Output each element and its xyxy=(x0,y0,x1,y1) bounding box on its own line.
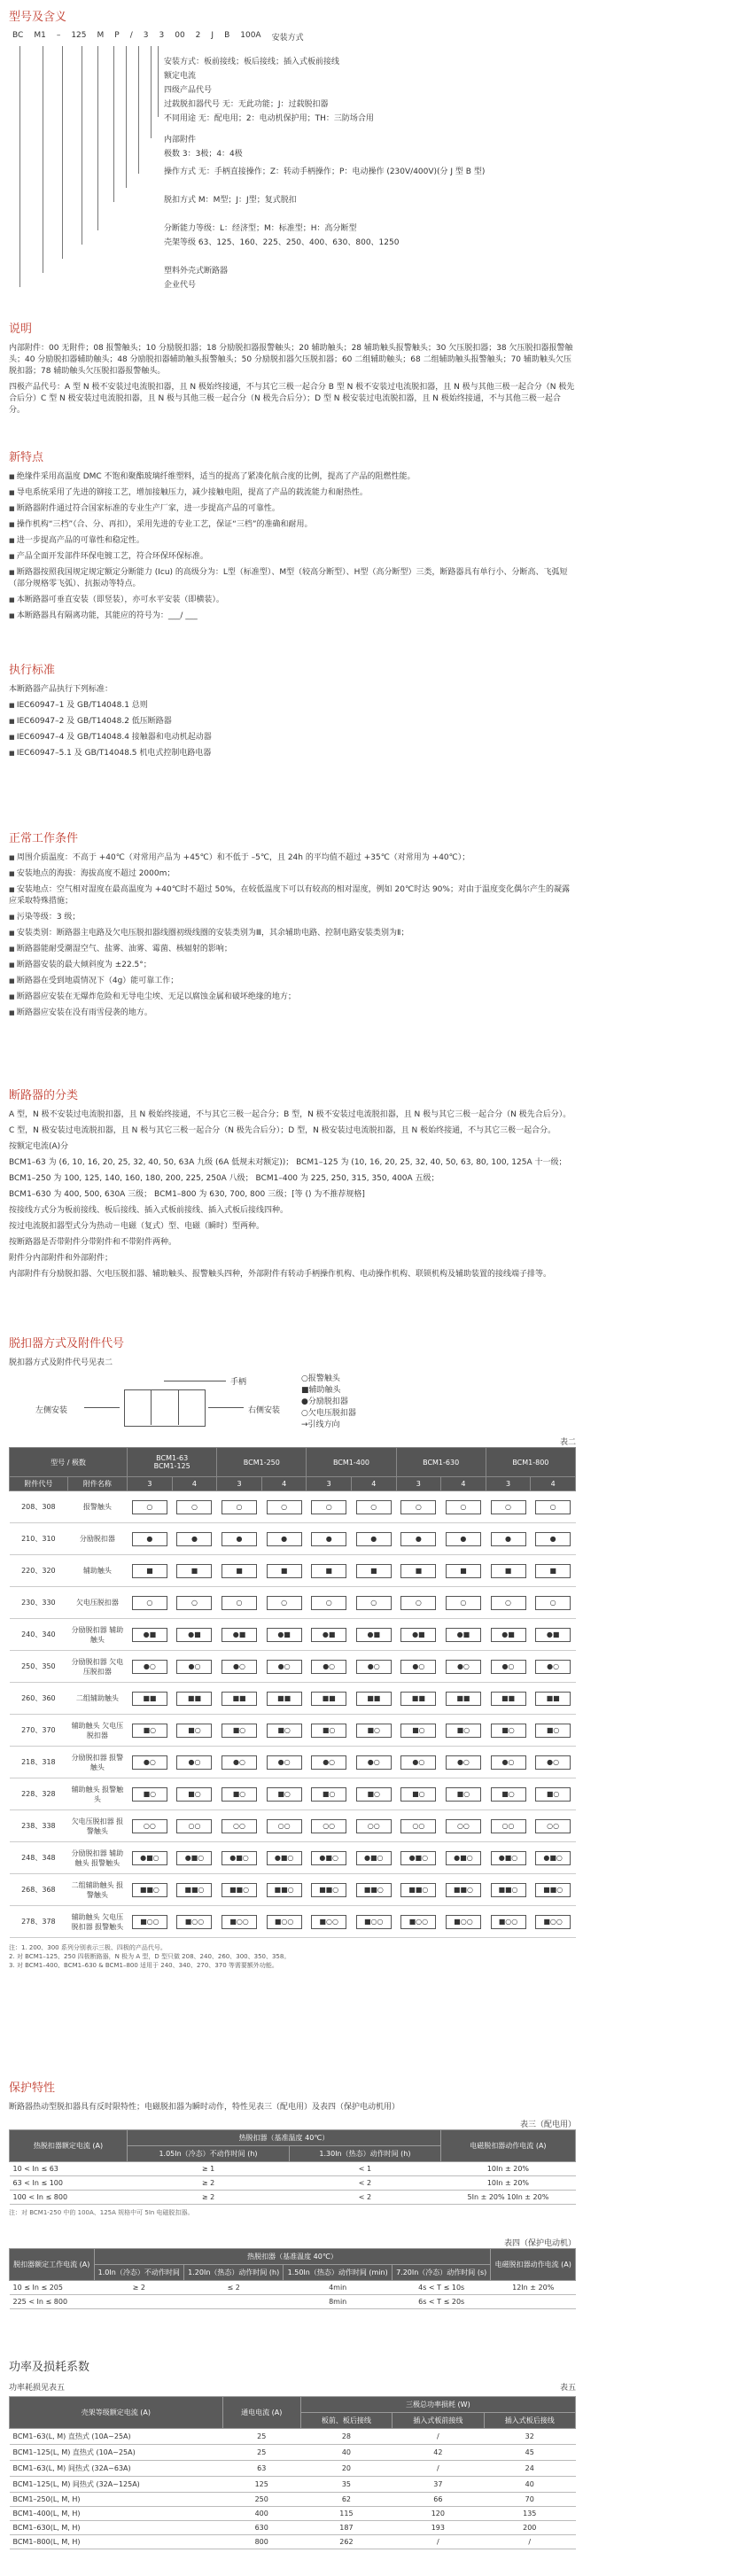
list-item: ■ IEC60947–1 及 GB/T14048.1 总则 xyxy=(9,700,576,712)
accessory-symbol: ■ xyxy=(356,1564,392,1578)
accessory-symbol: ■○ xyxy=(311,1787,346,1802)
accessory-symbol: ●■○ xyxy=(491,1851,526,1865)
accessory-symbol: ■○○ xyxy=(400,1915,436,1929)
accessory-symbol: ■○○ xyxy=(311,1915,346,1929)
standard-title: 执行标准 xyxy=(9,664,56,677)
table-row: 230、330 欠电压脱扣器 ○ ○ ○ ○ ○ ○ ○ ○ ○ ○ xyxy=(10,1587,576,1619)
table-row: 220、320 辅助触头 ■ ■ ■ ■ ■ ■ ■ ■ ■ ■ xyxy=(10,1555,576,1587)
accessory-symbol: ■○ xyxy=(400,1724,436,1738)
accessory-symbol: ○ xyxy=(222,1596,257,1610)
accessory-symbol: ■○○ xyxy=(267,1915,302,1929)
accessory-symbol: ■○○ xyxy=(491,1915,526,1929)
power-table: 壳架等级额定电流 (A) 通电电流 (A) 三极总功率损耗 (W) 板前、板后接线 插入式板前接线 插入式板后接线 BCM1–63(L, M) 直热式 (10A~25A) 25 28 / 32 BCM1–125(L, M) 直热式 (10A~25A) 25 40 42 45 BCM1–63(L, M) 间热式 (32A~63A) 63 20 / 24 BCM1–125(L, M) 间热式 (32A~125A) 125 35 37 40 BCM1–250(L, M, H) 250 62 66 70 BCM1–400(L, M, H) 400 115 120 135 BCM1–630(L, M, H) 630 187 193 200 BCM1–800(L, M, H) 800 262 / / xyxy=(9,2396,576,2549)
accessory-symbol: ●○ xyxy=(400,1755,436,1770)
accessory-symbol: ○ xyxy=(132,1596,167,1610)
table-row: 228、328 辅助触头 报警触头 ■○ ■○ ■○ ■○ ■○ ■○ ■○ ■○ ■○ ■○ xyxy=(10,1778,576,1810)
accessory-symbol: ● xyxy=(132,1532,167,1546)
explain-title: 说明 xyxy=(9,323,33,336)
conditions-section xyxy=(9,829,576,1023)
accessory-symbol: ●○ xyxy=(267,1755,302,1770)
accessory-symbol: ●■○ xyxy=(176,1851,212,1865)
accessory-symbol: ■○ xyxy=(400,1787,436,1802)
list-item: ■ 安装地点：空气相对湿度在最高温度为 +40℃时不超过 50%，在较低温度下可以有较高的相对湿度，例如 20℃时达 90%；对由于温度变化偶尔产生的凝露应采取特殊措施； xyxy=(9,884,576,907)
accessory-symbol: ○ xyxy=(176,1500,212,1514)
accessory-symbol: ■ xyxy=(132,1564,167,1578)
conditions-title: 正常工作条件 xyxy=(9,832,79,845)
accessory-symbol: ○○ xyxy=(132,1819,167,1833)
list-item: ■ IEC60947–2 及 GB/T14048.2 低压断路器 xyxy=(9,716,576,728)
table-row: BCM1–63(L, M) 直热式 (10A~25A) 25 28 / 32 xyxy=(10,2429,576,2445)
accessory-symbol: ■○ xyxy=(176,1724,212,1738)
accessory-symbol: ●○ xyxy=(132,1660,167,1674)
accessory-symbol: ■■○ xyxy=(311,1883,346,1897)
list-item: ■ 产品全面开发部件环保电镀工艺，符合环保环保标准。 xyxy=(9,551,576,563)
table-row: BCM1–125(L, M) 间热式 (32A~125A) 125 35 37 40 xyxy=(10,2477,576,2493)
accessory-symbol: ●■ xyxy=(491,1628,526,1642)
accessory-symbol: ●○ xyxy=(491,1660,526,1674)
accessory-symbol: ■■ xyxy=(132,1692,167,1706)
accessory-symbol: ■■○ xyxy=(446,1883,481,1897)
accessory-symbol: ■○ xyxy=(491,1787,526,1802)
table-row: BCM1–400(L, M, H) 400 115 120 135 xyxy=(10,2507,576,2521)
table-row: 10 ≤ In ≤ 205 ≥ 2 ≤ 2 4min 4s < T ≤ 10s 12In ± 20% xyxy=(10,2281,576,2295)
accessory-symbol: ●○ xyxy=(222,1660,257,1674)
list-item: ■ 操作机构“三档”（合、分、再扣），采用先进的专业工艺，保证“三档”的准确和耐用。 xyxy=(9,519,576,531)
list-item: ■ 污染等级：3 级； xyxy=(9,912,576,923)
accessory-symbol: ●○ xyxy=(356,1660,392,1674)
accessory-symbol: ●○ xyxy=(446,1660,481,1674)
model-code: BC M1 – 125 M P / 3 3 00 2 J B 100A 安装方式 xyxy=(12,31,304,43)
accessory-symbol: ■○ xyxy=(535,1724,571,1738)
protection-table-3: 热脱扣器额定电流 (A) 热脱扣器（基准温度 40℃） 电磁脱扣器动作电流 (A) 1.05In（冷态）不动作时间 (h) 1.30In（热态）动作时间 (h) 10 < In ≤ 63 ≥ 1 < 1 10In ± 20% 63 < In ≤ 100 ≥ 2 < 2 10In ± 20% 100 < In ≤ 800 ≥ 2 < 2 5In ± 20% 10In ± 20% xyxy=(9,2129,576,2205)
accessory-symbol: ○ xyxy=(176,1596,212,1610)
list-item: ■ 断路器按照我国规定规定额定分断能力 (Icu) 的高级分为：L型（标准型）、M型（较高分断型）、H型（高分断型）三类，断路器具有单行小、分断高、飞弧短（部分规格零飞弧）、抗振动等特点。 xyxy=(9,567,576,590)
table-row: 225 < In ≤ 800 8min 6s < T ≤ 20s xyxy=(10,2295,576,2309)
accessory-symbol: ■■○ xyxy=(267,1883,302,1897)
accessory-symbol: ■○ xyxy=(222,1787,257,1802)
accessory-symbol: ● xyxy=(446,1532,481,1546)
table-row: 218、318 分励脱扣器 报警触头 ●○ ●○ ●○ ●○ ●○ ●○ ●○ ●○ ●○ ●○ xyxy=(10,1747,576,1778)
accessory-symbol: ●○ xyxy=(176,1755,212,1770)
accessory-symbol: ■○ xyxy=(535,1787,571,1802)
accessory-symbol: ●○ xyxy=(132,1755,167,1770)
accessory-symbol: ■■ xyxy=(176,1692,212,1706)
accessory-symbol: ■○ xyxy=(222,1724,257,1738)
accessory-symbol: ■○ xyxy=(446,1724,481,1738)
accessory-symbol: ○ xyxy=(222,1500,257,1514)
accessory-symbol: ■■ xyxy=(222,1692,257,1706)
accessory-symbol: ●○ xyxy=(491,1755,526,1770)
accessory-symbol: ■■ xyxy=(446,1692,481,1706)
accessory-symbol: ●○ xyxy=(176,1660,212,1674)
accessory-symbol: ●■ xyxy=(311,1628,346,1642)
accessory-symbol: ○ xyxy=(311,1596,346,1610)
accessory-symbol: ○○ xyxy=(222,1819,257,1833)
accessory-symbol: ●■○ xyxy=(132,1851,167,1865)
table-row: BCM1–125(L, M) 直热式 (10A~25A) 25 40 42 45 xyxy=(10,2445,576,2461)
accessory-symbol: ○○ xyxy=(176,1819,212,1833)
accessory-symbol: ○ xyxy=(491,1596,526,1610)
accessory-symbol: ■■○ xyxy=(132,1883,167,1897)
accessory-symbol: ● xyxy=(400,1532,436,1546)
list-item: ■ 断路器能耐受潮湿空气、盐雾、油雾、霉菌、核辐射的影响； xyxy=(9,944,576,955)
accessory-symbol: ●○ xyxy=(356,1755,392,1770)
accessory-symbol: ■○○ xyxy=(356,1915,392,1929)
accessory-symbol: ●○ xyxy=(535,1755,571,1770)
explain-section: 说明 内部附件：00 无附件；08 报警触头；10 分励脱扣器；18 分励脱扣器报警触头；20 辅助触头；28 辅助触头报警触头；30 欠压脱扣器；38 欠压脱扣器报警触头；40 分励脱扣器辅助触头；48 分励脱扣器辅助触头报警触头；50 分励脱扣器欠压脱扣器；60 二组辅助触头；68 二组辅助触头报警触头；70 辅助触头欠压脱扣器；78 辅助触头欠压脱扣器报警触头。 四极产品代号：A 型 N 极不安装过电流脱扣器，且 N 极始终接通，不与其它三极一起合分 B 型 N 极不安装过电流脱扣器，且 N 极与其他三极一起合分（N 极先合后分）C 型 N 极安装过电流脱扣器，且 N 极与其他三极一起合分（N 极先合后分）；D 型 N 极安装过电流脱扣器，且 N 极始终接通，不与其他三极一起合分。 xyxy=(9,319,576,421)
accessory-symbol: ■■○ xyxy=(222,1883,257,1897)
accessory-symbol: ■○ xyxy=(267,1724,302,1738)
accessory-symbol: ○○ xyxy=(311,1819,346,1833)
accessory-symbol: ■○○ xyxy=(535,1915,571,1929)
accessory-symbol: ■ xyxy=(446,1564,481,1578)
protection-table-4: 脱扣器额定工作电流 (A) 热脱扣器（基准温度 40℃） 电磁脱扣器动作电流 (A) 1.0In（冷态）不动作时间 1.20In（热态）动作时间 (h) 1.50In（热态）动作时间 (min) 7.20In（冷态）动作时间 (s) 10 ≤ In ≤ 205 ≥ 2 ≤ 2 4min 4s < T ≤ 10s 12In ± 20% 225 < In ≤ 800 8min 6s < T ≤ 20s xyxy=(9,2248,576,2309)
accessory-symbol: ○○ xyxy=(535,1819,571,1833)
accessory-symbol: ●■○ xyxy=(400,1851,436,1865)
accessory-symbol: ●■ xyxy=(222,1628,257,1642)
accessory-symbol: ■○○ xyxy=(446,1915,481,1929)
accessory-symbol: ○ xyxy=(356,1596,392,1610)
accessory-symbol: ■ xyxy=(491,1564,526,1578)
accessory-symbol: ■ xyxy=(267,1564,302,1578)
list-item: ■ 安装地点的海拔：海拔高度不超过 2000m； xyxy=(9,868,576,880)
accessory-symbol: ■■○ xyxy=(356,1883,392,1897)
accessory-symbol: ○ xyxy=(535,1596,571,1610)
table-row: 238、338 欠电压脱扣器 报警触头 ○○ ○○ ○○ ○○ ○○ ○○ ○○ ○○ ○○ ○○ xyxy=(10,1810,576,1842)
table-row: 250、350 分励脱扣器 欠电压脱扣器 ●○ ●○ ●○ ●○ ●○ ●○ ●○ ●○ ●○ ●○ xyxy=(10,1651,576,1683)
accessory-symbol: ●■○ xyxy=(446,1851,481,1865)
accessory-title: 脱扣器方式及附件代号 xyxy=(9,1337,125,1350)
accessory-symbol: ■■ xyxy=(491,1692,526,1706)
table-row: BCM1–800(L, M, H) 800 262 / / xyxy=(10,2535,576,2549)
model-section xyxy=(9,7,576,300)
accessory-symbol: ○ xyxy=(491,1500,526,1514)
table-row: 240、340 分励脱扣器 辅助触头 ●■ ●■ ●■ ●■ ●■ ●■ ●■ ●■ ●■ ●■ xyxy=(10,1619,576,1651)
accessory-symbol: ○ xyxy=(267,1500,302,1514)
accessory-symbol: ■○ xyxy=(446,1787,481,1802)
accessory-symbol: ●■ xyxy=(132,1628,167,1642)
accessory-symbol: ○ xyxy=(132,1500,167,1514)
model-title: 型号及含义 xyxy=(9,11,67,24)
accessory-symbol: ■○ xyxy=(491,1724,526,1738)
accessory-symbol: ○○ xyxy=(267,1819,302,1833)
accessory-symbol: ■ xyxy=(400,1564,436,1578)
accessory-symbol: ○○ xyxy=(446,1819,481,1833)
accessory-symbol: ●■ xyxy=(267,1628,302,1642)
accessory-symbol: ■ xyxy=(311,1564,346,1578)
accessory-symbol: ○○ xyxy=(400,1819,436,1833)
protection-title: 保护特性 xyxy=(9,2082,56,2095)
accessory-symbol: ● xyxy=(176,1532,212,1546)
accessory-symbol: ●■○ xyxy=(267,1851,302,1865)
list-item: ■ 断路器在受到地震情况下（4g）能可靠工作； xyxy=(9,976,576,987)
accessory-symbol: ○ xyxy=(446,1500,481,1514)
accessory-symbol: ■■○ xyxy=(491,1883,526,1897)
accessory-symbol: ●■ xyxy=(535,1628,571,1642)
accessory-symbol: ■○ xyxy=(132,1787,167,1802)
table-row: 278、378 辅助触头 欠电压脱扣器 报警触头 ■○○ ■○○ ■○○ ■○○ ■○○ ■○○ ■○○ ■○○ ■○○ ■○○ xyxy=(10,1906,576,1938)
accessory-symbol: ■■ xyxy=(311,1692,346,1706)
list-item: ■ 安装类别：断路器主电路及欠电压脱扣器线圈初级线圈的安装类别为Ⅲ，其余辅助电路、控制电路安装类别为Ⅱ； xyxy=(9,928,576,939)
power-section: 功率及损耗系数 功率耗损见表五 表五 壳架等级额定电流 (A) 通电电流 (A) 三极总功率损耗 (W) 板前、板后接线 插入式板前接线 插入式板后接线 BCM1–63(L, M) 直热式 (10A~25A) 25 28 / 32 BCM1–125(L, M) 直热式 (10A~25A) 25 40 42 45 BCM1–63(L, M) 间热式 (32A~63A) 63 20 / 24 BCM1–125(L, M) 间热式 (32A~125A) 125 35 37 40 BCM1–250(L, M, H) 250 62 66 70 BCM1–400(L, M, H) 400 115 120 135 BCM1–630(L, M, H) 630 187 193 200 BCM1–800(L, M, H) 800 262 / / xyxy=(9,2357,576,2549)
list-item: ■ 进一步提高产品的可靠性和稳定性。 xyxy=(9,535,576,547)
list-item: ■ 周围介质温度：不高于 +40℃（对常用产品为 +45℃）和不低于 –5℃，且 24h 的平均值不超过 +35℃（对常用为 +40℃）； xyxy=(9,852,576,864)
accessory-symbol: ■ xyxy=(535,1564,571,1578)
accessory-symbol: ○ xyxy=(400,1500,436,1514)
list-item: ■ 绝缘件采用高温度 DMC 不饱和聚酯玻璃纤维塑料，适当的提高了紧凑化航合度的比例，提高了产品的阻燃性能。 xyxy=(9,471,576,483)
accessory-symbol: ●○ xyxy=(400,1660,436,1674)
table-row: 63 < In ≤ 100 ≥ 2 < 2 10In ± 20% xyxy=(10,2176,576,2191)
standard-section: 执行标准 本断路器产品执行下列标准： ■ IEC60947–1 及 GB/T14048.1 总则 ■ IEC60947–2 及 GB/T14048.2 低压断路器 ■ IEC60947–4 及 GB/T14048.4 接触器和电动机起动器 ■ IEC60947–5.1 及 GB/T14048.5 机电式控制电路电器 xyxy=(9,660,576,764)
accessory-symbol: ■■○ xyxy=(400,1883,436,1897)
accessory-table: 型号 / 极数 BCM1-63 BCM1-125 BCM1-250 BCM1-400 BCM1-630 BCM1-800 附件代号 附件名称 3 4 3 4 3 4 3 4 3 4 208、308 报警触头 ○ ○ ○ ○ ○ ○ ○ ○ ○ ○ 210、310 分励脱扣器 ● ● ● ● ● ● ● ● ● ● 220、320 辅助触头 ■ ■ ■ ■ ■ ■ ■ ■ ■ ■ 230、330 欠电压脱扣器 ○ ○ ○ ○ ○ ○ ○ ○ ○ ○ 240、340 分励脱扣器 辅助触头 ●■ ●■ ●■ ●■ ●■ ●■ ●■ ●■ ●■ ●■ 250、350 分励脱扣器 欠电压脱扣器 ●○ ●○ ●○ ●○ ●○ ●○ ●○ ●○ ●○ ●○ 260、360 二组辅助触头 ■■ ■■ ■■ ■■ ■■ ■■ ■■ ■■ ■■ ■■ 270、370 辅助触头 欠电压脱扣器 ■○ ■○ ■○ ■○ ■○ ■○ ■○ ■○ ■○ ■○ 218、318 分励脱扣器 报警触头 ●○ ●○ ●○ ●○ ●○ ●○ ●○ ●○ ●○ ●○ 228、328 辅助触头 报警触头 ■○ ■○ ■○ ■○ ■○ ■○ ■○ ■○ ■○ ■○ 238、338 欠电压脱扣器 报警触头 ○○ ○○ ○○ ○○ ○○ ○○ ○○ ○○ ○○ ○○ 248、348 分励脱扣器 辅助触头 报警触头 ●■○ ●■○ ●■○ ●■○ ●■○ ●■○ ●■○ ●■○ ●■○ ●■○ 268、368 二组辅助触头 报警触头 ■■○ ■■○ ■■○ ■■○ ■■○ ■■○ ■■○ ■■○ ■■○ ■■○ 278、378 辅助触头 欠电压脱扣器 报警触头 ■○○ ■○○ ■○○ ■○○ ■○○ ■○○ ■○○ ■○○ ■○○ ■○○ xyxy=(9,1447,576,1938)
accessory-symbol: ●■ xyxy=(176,1628,212,1642)
accessory-section: 脱扣器方式及附件代号 脱扣器方式及附件代号见表二 手柄 左侧安装 右侧安装 ○报警触头 ■辅助触头 ●分励脱扣器 ○欠电压脱扣器 →引线方向 表二 型号 / 极数 BCM1-63 BCM1-125 BCM1-250 BCM1-400 BCM1-630 BCM1-800 附件代号 附件名称 3 4 3 4 3 4 3 4 3 4 208、308 报警触头 ○ ○ ○ ○ ○ ○ ○ ○ ○ ○ 210、310 分励脱扣器 ● ● ● ● ● ● ● ● ● ● 220、320 辅助触头 ■ ■ ■ ■ ■ ■ ■ ■ ■ ■ 230、330 欠电压脱扣器 ○ ○ ○ ○ ○ ○ ○ ○ ○ ○ 240、340 分励脱扣器 辅助触头 ●■ ●■ ●■ ●■ ●■ ●■ ●■ ●■ ●■ ●■ 250、350 分励脱扣器 欠电压脱扣器 ●○ ●○ ●○ ●○ ●○ ●○ ●○ ●○ ●○ ●○ 260、360 二组辅助触头 ■■ ■■ ■■ ■■ ■■ ■■ ■■ ■■ ■■ ■■ 270、370 辅助触头 欠电压脱扣器 ■○ ■○ ■○ ■○ ■○ ■○ ■○ ■○ ■○ ■○ 218、318 分励脱扣器 报警触头 ●○ ●○ ●○ ●○ ●○ ●○ ●○ ●○ ●○ ●○ 228、328 辅助触头 报警触头 ■○ ■○ ■○ ■○ ■○ ■○ ■○ ■○ ■○ ■○ 238、338 欠电压脱扣器 报警触头 ○○ ○○ ○○ ○○ ○○ ○○ ○○ ○○ ○○ ○○ 248、348 分励脱扣器 辅助触头 报警触头 ●■○ ●■○ ●■○ ●■○ ●■○ ●■○ ●■○ ●■○ ●■○ ●■○ 268、368 二组辅助触头 报警触头 ■■○ ■■○ ■■○ ■■○ ■■○ ■■○ ■■○ ■■○ ■■○ ■■○ 278、378 辅助触头 欠电压脱扣器 报警触头 ■○○ ■○○ ■○○ ■○○ ■○○ ■○○ ■○○ ■○○ ■○○ ■○○ 注：1. 200、300 系列分别表示三极、四极的产品代号。 2. 对 BCM1–125、250 四极断路器，N 极为 A 型，D 型只做 208、240、260、300、350、358。 3. 对 BCM1–400、BCM1–630 & BCM1–800 适用于 240、340、270、370 等需要额外功能。 xyxy=(9,1334,576,1970)
list-item: ■ IEC60947–4 及 GB/T14048.4 接触器和电动机起动器 xyxy=(9,732,576,743)
accessory-symbol: ○○ xyxy=(491,1819,526,1833)
classification-title: 断路器的分类 xyxy=(9,1089,79,1102)
accessory-symbol: ■■ xyxy=(267,1692,302,1706)
accessory-symbol: ○ xyxy=(356,1500,392,1514)
accessory-symbol: ○ xyxy=(446,1596,481,1610)
table-row: 248、348 分励脱扣器 辅助触头 报警触头 ●■○ ●■○ ●■○ ●■○ ●■○ ●■○ ●■○ ●■○ ●■○ ●■○ xyxy=(10,1842,576,1874)
table-row: 260、360 二组辅助触头 ■■ ■■ ■■ ■■ ■■ ■■ ■■ ■■ ■■ ■■ xyxy=(10,1683,576,1715)
accessory-symbol: ●■ xyxy=(356,1628,392,1642)
list-item: ■ 断路器应安装在无爆炸危险和无导电尘埃、无足以腐蚀金属和破坏绝缘的地方； xyxy=(9,992,576,1003)
table-row: 268、368 二组辅助触头 报警触头 ■■○ ■■○ ■■○ ■■○ ■■○ ■■○ ■■○ ■■○ ■■○ ■■○ xyxy=(10,1874,576,1906)
list-item: ■ 断路器安装的最大倾斜度为 ±22.5°； xyxy=(9,960,576,971)
accessory-symbol: ■○ xyxy=(176,1787,212,1802)
accessory-symbol: ● xyxy=(311,1532,346,1546)
accessory-symbol: ● xyxy=(491,1532,526,1546)
accessory-symbol: ●○ xyxy=(535,1660,571,1674)
table-row: 208、308 报警触头 ○ ○ ○ ○ ○ ○ ○ ○ ○ ○ xyxy=(10,1491,576,1523)
accessory-symbol: ●■ xyxy=(446,1628,481,1642)
accessory-symbol: ■○○ xyxy=(132,1915,167,1929)
features-section xyxy=(9,447,576,626)
accessory-symbol: ■■ xyxy=(356,1692,392,1706)
accessory-symbol: ●○ xyxy=(222,1755,257,1770)
model-legend: 安装方式：板前接线；板后接线；插入式板前接线 额定电流 四级产品代号 过载脱扣器代号 无：无此功能；J：过载脱扣器 不同用途 无：配电用；2：电动机保护用；TH：三防场合用 内部附件 极数 3：3极；4：4极 操作方式 无：手柄直接操作；Z：转动手柄操作；P：电动操作 (230V/400V)(分 J 型 B 型) 脱扣方式 M：M型；J：J型；复式脱扣 分断能力等级：L：经济型；M：标准型；H：高分断型 壳架等级 63、125、160、225、250、400、630、800、1250 塑料外壳式断路器 企业代号 xyxy=(9,43,576,300)
accessory-symbol: ●○ xyxy=(311,1755,346,1770)
accessory-symbol: ●■○ xyxy=(535,1851,571,1865)
accessory-symbol: ■○○ xyxy=(222,1915,257,1929)
accessory-symbol: ■○○ xyxy=(176,1915,212,1929)
accessory-symbol: ■■ xyxy=(400,1692,436,1706)
accessory-symbol: ● xyxy=(267,1532,302,1546)
accessory-symbol: ■■○ xyxy=(176,1883,212,1897)
accessory-symbol: ● xyxy=(535,1532,571,1546)
accessory-symbol: ●■○ xyxy=(356,1851,392,1865)
power-title: 功率及损耗系数 xyxy=(9,2361,90,2374)
accessory-symbol: ○○ xyxy=(356,1819,392,1833)
list-item: ■ 本断路器具有隔离功能，其能应的符号为：___/ ___ xyxy=(9,611,576,622)
accessory-symbol: ●■○ xyxy=(311,1851,346,1865)
list-item: ■ IEC60947–5.1 及 GB/T14048.5 机电式控制电路电器 xyxy=(9,748,576,759)
table-row: 10 < In ≤ 63 ≥ 1 < 1 10In ± 20% xyxy=(10,2162,576,2176)
accessory-symbol: ●○ xyxy=(446,1755,481,1770)
table-row: 270、370 辅助触头 欠电压脱扣器 ■○ ■○ ■○ ■○ ■○ ■○ ■○ ■○ ■○ ■○ xyxy=(10,1715,576,1747)
features-title: 新特点 xyxy=(9,451,44,464)
breaker-diagram: 手柄 左侧安装 右侧安装 ○报警触头 ■辅助触头 ●分励脱扣器 ○欠电压脱扣器 →引线方向 xyxy=(35,1374,356,1429)
list-item: ■ 断路器应安装在没有雨雪侵袭的地方。 xyxy=(9,1008,576,1019)
table-row: 210、310 分励脱扣器 ● ● ● ● ● ● ● ● ● ● xyxy=(10,1523,576,1555)
accessory-symbol: ■ xyxy=(176,1564,212,1578)
accessory-symbol: ■○ xyxy=(356,1724,392,1738)
accessory-symbol: ■■ xyxy=(535,1692,571,1706)
list-item: ■ 断路器附件通过符合国家标准的专业生产厂家，进一步提高产品的可靠性。 xyxy=(9,503,576,515)
accessory-symbol: ■○ xyxy=(132,1724,167,1738)
protection-section: 保护特性 断路器热动型脱扣器具有反时限特性；电磁脱扣器为瞬时动作，特性见表三（配电用）及表四（保护电动机用） 表三（配电用） 热脱扣器额定电流 (A) 热脱扣器（基准温度 40℃） 电磁脱扣器动作电流 (A) 1.05In（冷态）不动作时间 (h) 1.30In（热态）动作时间 (h) 10 < In ≤ 63 ≥ 1 < 1 10In ± 20% 63 < In ≤ 100 ≥ 2 < 2 10In ± 20% 100 < In ≤ 800 ≥ 2 < 2 5In ± 20% 10In ± 20% 注：对 BCM1-250 中的 100A、125A 规格中可 5In 电磁脱扣器。 表四（保护电动机） 脱扣器额定工作电流 (A) 热脱扣器（基准温度 40℃） 电磁脱扣器动作电流 (A) 1.0In（冷态）不动作时间 1.20In（热态）动作时间 (h) 1.50In（热态）动作时间 (min) 7.20In（冷态）动作时间 (s) 10 ≤ In ≤ 205 ≥ 2 ≤ 2 4min 4s < T ≤ 10s 12In ± 20% 225 < In ≤ 800 8min 6s < T ≤ 20s xyxy=(9,2078,576,2309)
table-row: BCM1–250(L, M, H) 250 62 66 70 xyxy=(10,2493,576,2507)
accessory-symbol: ■○ xyxy=(267,1787,302,1802)
classification-section: 断路器的分类 A 型，N 极不安装过电流脱扣器，且 N 极始终接通，不与其它三极一起合分；B 型，N 极不安装过电流脱扣器，且 N 极与其它三极一起合分（N 极先合后分）。 C 型，N 极安装过电流脱扣器，且 N 极与其它三极一起合分（N 极先合后分）；D 型，N 极安装过电流脱扣器，且 N 极始终接通，不与其它三极一起合分。 按额定电流(A)分 BCM1–63 为 (6, 10, 16, 20, 25, 32, 40, 50, 63A 九级 (6A 低规未对额定))； BCM1–125 为 (10, 16, 20, 25, 32, 40, 50, 63, 80, 100, 125A 十一级； BCM1–250 为 100, 125, 140, 160, 180, 200, 225, 250A 八级； BCM1–400 为 225, 250, 315, 350, 400A 五级； BCM1–630 为 400, 500, 630A 三级； BCM1–800 为 630, 700, 800 三级；[等 () 为不推荐规格] 按接线方式分为板前接线、板后接线、插入式板前接线、插入式板后接线四种。 按过电流脱扣器型式分为热动－电磁（复式）型、电磁（瞬时）型两种。 按断路器是否带附件分带附件和不带附件两种。 附件分内部附件和外部附件； 内部附件有分励脱扣器、欠电压脱扣器、辅助触头、报警触头四种，外部附件有转动手柄操作机构、电动操作机构、联锁机构及辅助装置的接线端子排等。 xyxy=(9,1086,576,1285)
table-row: 100 < In ≤ 800 ≥ 2 < 2 5In ± 20% 10In ± 20% xyxy=(10,2191,576,2205)
list-item: ■ 导电系统采用了先进的铆接工艺，增加接触压力，减少接触电阻，提高了产品的载流能力和耐热性。 xyxy=(9,487,576,499)
accessory-symbol: ●○ xyxy=(311,1660,346,1674)
table-row: BCM1–63(L, M) 间热式 (32A~63A) 63 20 / 24 xyxy=(10,2461,576,2477)
accessory-symbol: ○ xyxy=(267,1596,302,1610)
accessory-symbol: ● xyxy=(222,1532,257,1546)
accessory-symbol: ■ xyxy=(222,1564,257,1578)
accessory-symbol: ●■○ xyxy=(222,1851,257,1865)
accessory-symbol: ○ xyxy=(311,1500,346,1514)
table-row: BCM1–630(L, M, H) 630 187 193 200 xyxy=(10,2521,576,2535)
accessory-symbol: ■■○ xyxy=(535,1883,571,1897)
accessory-symbol: ●■ xyxy=(400,1628,436,1642)
accessory-symbol: ■○ xyxy=(356,1787,392,1802)
accessory-symbol: ○ xyxy=(400,1596,436,1610)
accessory-symbol: ●○ xyxy=(267,1660,302,1674)
accessory-symbol: ● xyxy=(356,1532,392,1546)
list-item: ■ 本断路器可垂直安装（即竖装），亦可水平安装（即横装）。 xyxy=(9,595,576,606)
accessory-symbol: ○ xyxy=(535,1500,571,1514)
accessory-symbol: ■○ xyxy=(311,1724,346,1738)
